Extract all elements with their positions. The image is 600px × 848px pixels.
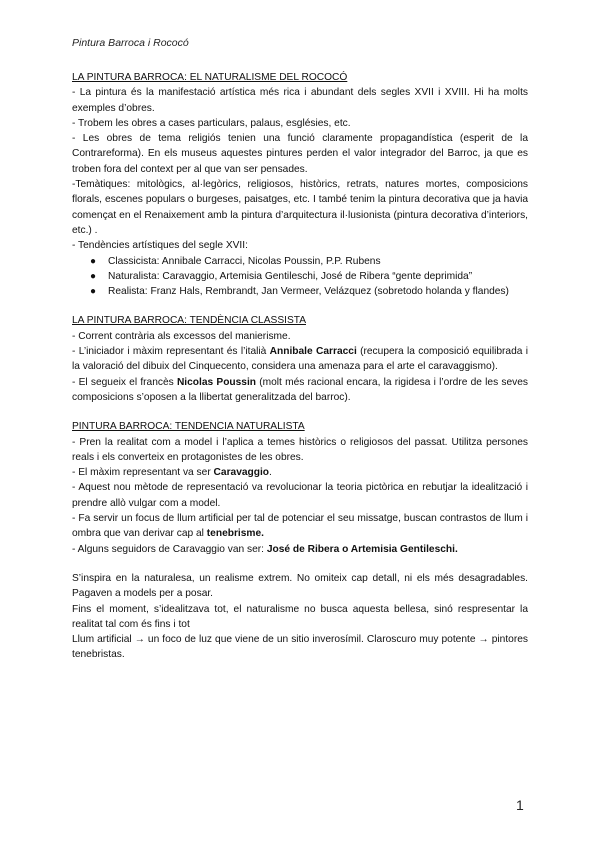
paragraph: - La pintura és la manifestació artística més rica i abundant dels segles XVII i XVIII. Hi ha molts exemples d’obres. (72, 87, 528, 114)
document-body (72, 70, 528, 663)
paragraph (72, 542, 528, 557)
text-run: - El segueix el francès (72, 376, 177, 388)
section-tendencia-naturalista (72, 419, 528, 557)
tendencies-list (72, 254, 528, 300)
bold-name: José de Ribera o Artemisia Gentileschi. (266, 543, 458, 555)
paragraph: -Temàtiques: mitològics, al·legòrics, religiosos, històrics, retrats, natures mortes, composicions florals, escenes populars o burgeses, paisatges, etc. I també tenim la pintura decorativa que ja havia començat en el Renaixement amb la pintura d’arquitectura il·lusionista (pintura decorativa d’interiors, etc.) . (72, 179, 528, 236)
bold-term: tenebrisme. (206, 528, 264, 540)
paragraph (72, 511, 528, 542)
paragraph: - Pren la realitat com a model i l’aplica a temes històrics o religiosos del passat. Utilitza persones reals i els converteix en protagonistes de les obres. (72, 436, 528, 463)
paragraph: - Trobem les obres a cases particulars, palaus, esglésies, etc. (72, 117, 351, 129)
page-number: 1 (516, 797, 524, 813)
paragraph (72, 344, 528, 375)
bold-name: Annibale Carracci (269, 346, 357, 358)
bold-name: Caravaggio (213, 467, 270, 479)
section-heading: LA PINTURA BARROCA: EL NATURALISME DEL ROCOCÓ (72, 72, 348, 83)
text-run: (recupera la composició equilibrada i la valoració del dibuix del Cinquecento, considera una amenaza para el arte el caravaggismo). (72, 346, 528, 373)
paragraph: S’inspira en la naturalesa, un realisme extrem. No omiteix cap detall, ni els més desagradables. Pagaven a models per a posar. (72, 572, 528, 600)
bullet-icon: ● (90, 270, 97, 282)
paragraph: - Les obres de tema religiós tenien una funció claramente propagandística (esperit de la Contrareforma). En els museus aquestes pintures perden el valor integrador del Barroc, ja que es troben fora del context per al que van ser pensades. (72, 133, 528, 175)
paragraph: Fins el moment, s’idealitzava tot, el naturalisme no busca aquesta bellesa, sinó respresentar la realitat tal com és fins i tot (72, 603, 528, 630)
text-run: (molt més racional encara, la rigidesa i l’ordre de les seves composicions s’oposen a la llibertat generalitzada del barroc). (72, 376, 528, 403)
bullet-icon: ● (90, 286, 97, 298)
paragraph: - Aquest nou mètode de representació va revolucionar la teoria pictòrica en rebutjar la idealització i prendre allò vulgar com a model. (72, 482, 528, 509)
list-item (90, 269, 528, 284)
paragraph (72, 465, 528, 480)
section-heading: PINTURA BARROCA: TENDENCIA NATURALISTA (72, 421, 305, 433)
paragraph: Llum artificial → un foco de luz que viene de un sitio inverosímil. Claroscuro muy potente → pintores tenebristas. (72, 634, 528, 661)
section-heading: LA PINTURA BARROCA: TENDÈNCIA CLASSISTA (72, 315, 306, 327)
list-item-text: Classicista: Annibale Carracci, Nicolas Poussin, P.P. Rubens (108, 255, 381, 267)
section-notes (72, 571, 528, 663)
bullet-icon: ● (90, 255, 97, 267)
text-run: - Alguns seguidors de Caravaggio van ser: (72, 543, 267, 555)
list-item-text: Realista: Franz Hals, Rembrandt, Jan Vermeer, Velázquez (sobretodo holanda y flandes) (108, 286, 509, 298)
paragraph: - Tendències artístiques del segle XVII: (72, 240, 248, 252)
text-run: - L’iniciador i màxim representant és l’italià (72, 346, 270, 358)
section-tendencia-classista (72, 313, 528, 405)
paragraph: - Corrent contrària als excessos del manierisme. (72, 330, 291, 342)
text-run: - El màxim representant va ser (72, 467, 214, 479)
section-naturalisme-rococo (72, 70, 528, 299)
page-header: Pintura Barroca i Rococó (72, 37, 189, 49)
text-run: - Fa servir un focus de llum artificial per tal de potenciar el seu missatge, buscan contrastos de llum i ombra que van derivar cap al (72, 513, 528, 540)
list-item (90, 284, 528, 299)
list-item-text: Naturalista: Caravaggio, Artemisia Gentileschi, José de Ribera “gente deprimida” (108, 270, 473, 282)
bold-name: Nicolas Poussin (176, 376, 257, 388)
paragraph (72, 375, 528, 406)
list-item (90, 254, 528, 269)
text-run: . (269, 467, 272, 479)
